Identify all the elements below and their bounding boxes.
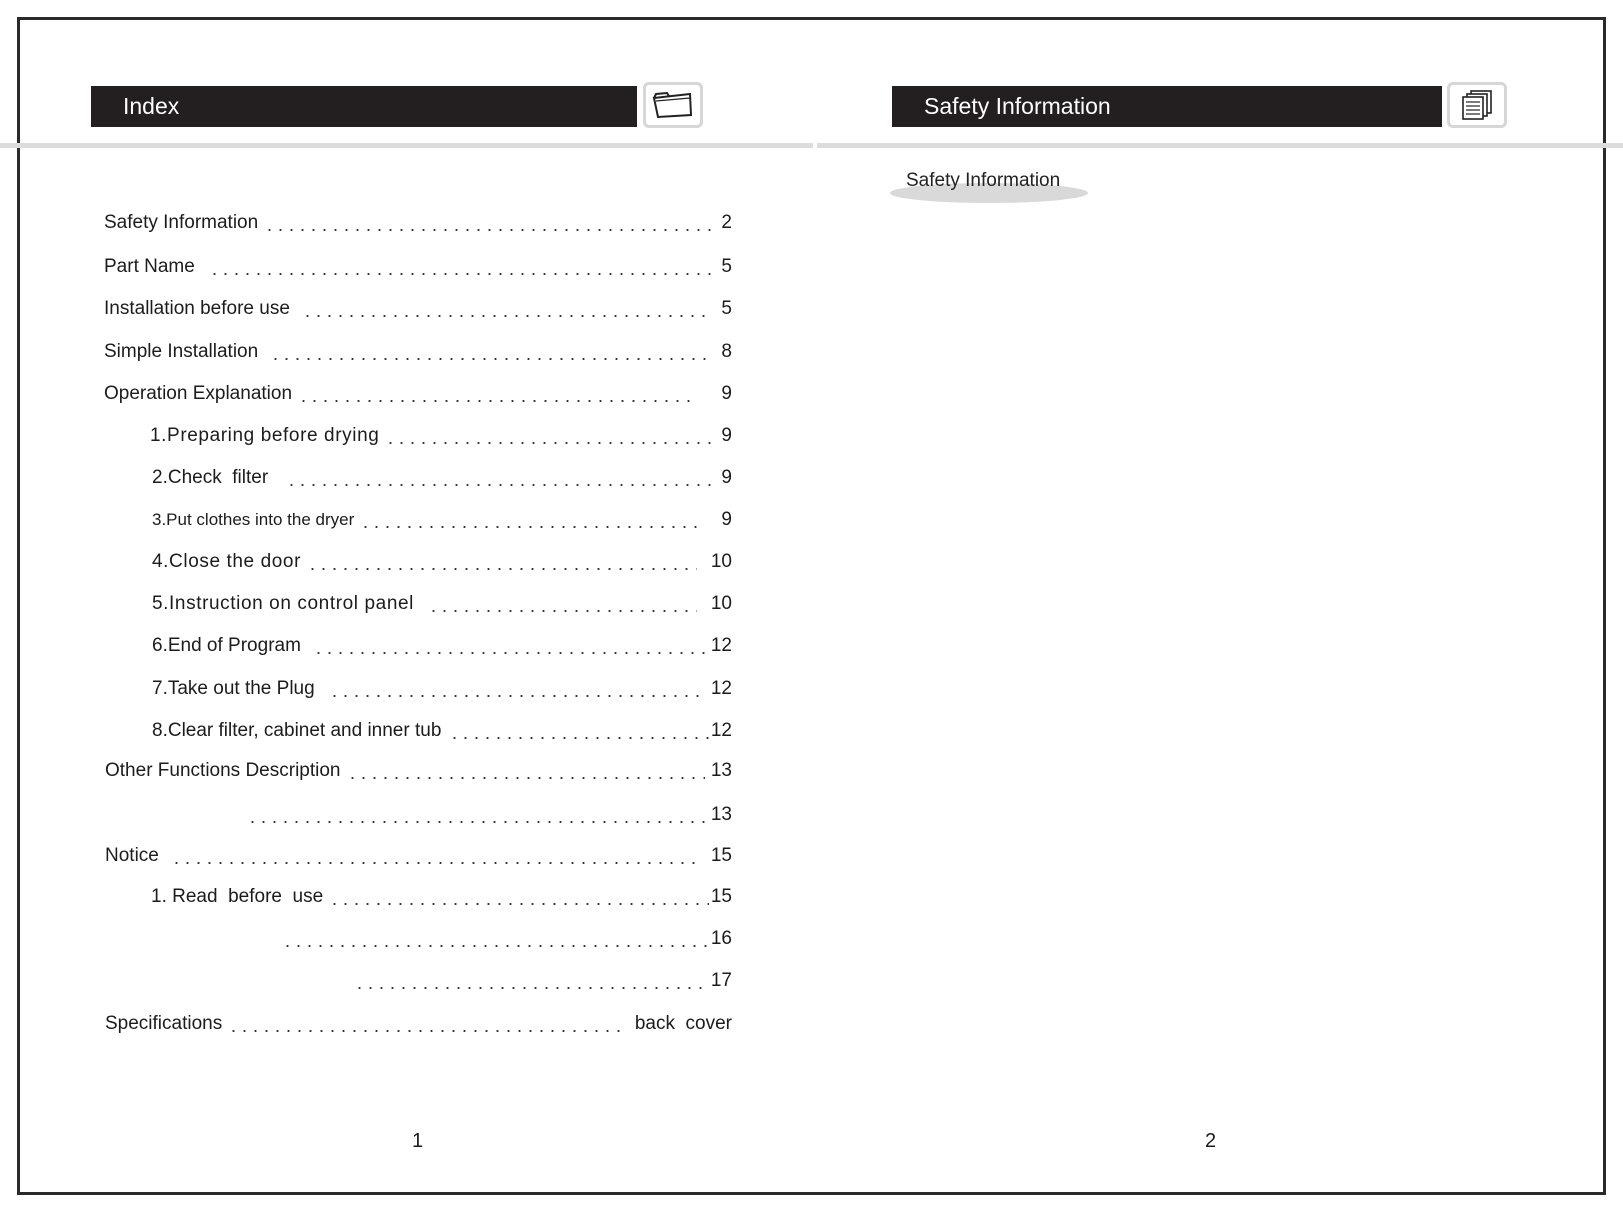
toc-label: Safety Information bbox=[104, 212, 259, 233]
toc-item[interactable] bbox=[152, 718, 732, 744]
toc-page: 15 bbox=[710, 845, 732, 866]
dot-leader bbox=[360, 526, 698, 528]
dot-leader bbox=[228, 1030, 623, 1032]
toc-item[interactable] bbox=[354, 968, 732, 994]
left-header-title: Index bbox=[123, 93, 180, 119]
toc-page: 9 bbox=[721, 467, 732, 488]
toc-item[interactable] bbox=[105, 1011, 732, 1037]
dot-leader bbox=[209, 273, 712, 275]
toc-item[interactable] bbox=[247, 802, 732, 828]
dot-leader bbox=[282, 945, 709, 947]
toc-page: 9 bbox=[721, 425, 732, 446]
toc-page: 12 bbox=[710, 678, 732, 699]
dot-leader bbox=[171, 862, 697, 864]
toc-page: 2 bbox=[721, 212, 732, 233]
toc-item[interactable] bbox=[152, 676, 732, 702]
dot-leader bbox=[428, 610, 697, 612]
toc-label: Operation Explanation bbox=[104, 383, 293, 404]
toc-item[interactable] bbox=[282, 926, 732, 952]
toc-label: Installation before use bbox=[104, 298, 290, 319]
toc-item[interactable] bbox=[150, 423, 732, 449]
dot-leader bbox=[247, 821, 709, 823]
dot-leader bbox=[270, 358, 712, 360]
toc-page: 12 bbox=[710, 635, 732, 656]
toc-page: 9 bbox=[721, 383, 732, 404]
toc-label: Simple Installation bbox=[104, 341, 259, 362]
toc-page: 5 bbox=[721, 298, 732, 319]
dot-leader bbox=[286, 484, 712, 486]
toc-label: 1.Preparing before drying bbox=[150, 425, 380, 446]
toc-label: 6.End of Program bbox=[152, 635, 301, 656]
toc-page: 10 bbox=[710, 551, 732, 572]
left-divider bbox=[0, 143, 813, 148]
toc-page: 8 bbox=[721, 341, 732, 362]
dot-leader bbox=[307, 568, 697, 570]
toc-label: Other Functions Description bbox=[105, 760, 341, 781]
right-header-bar bbox=[892, 86, 1442, 127]
toc-item[interactable] bbox=[152, 507, 732, 533]
dot-leader bbox=[329, 695, 705, 697]
toc-item[interactable] bbox=[151, 884, 732, 910]
toc-label: 1. Read before use bbox=[151, 886, 324, 907]
toc-page: 13 bbox=[710, 760, 732, 781]
left-page-number: 1 bbox=[412, 1130, 424, 1152]
toc-page: 10 bbox=[710, 593, 732, 614]
folder-icon-box bbox=[643, 82, 703, 128]
toc-page: 5 bbox=[721, 256, 732, 277]
dot-leader bbox=[347, 777, 705, 779]
dot-leader bbox=[354, 987, 709, 989]
toc-page: 16 bbox=[710, 928, 732, 949]
dot-leader bbox=[385, 442, 712, 444]
toc-item[interactable] bbox=[104, 339, 732, 365]
toc-item[interactable] bbox=[105, 758, 732, 784]
dot-leader bbox=[449, 737, 708, 739]
toc-label: 8.Clear filter, cabinet and inner tub bbox=[152, 720, 442, 741]
toc-label: 4.Close the door bbox=[152, 551, 302, 572]
toc-label: 2.Check filter bbox=[152, 467, 269, 488]
toc-item[interactable] bbox=[104, 254, 732, 280]
toc-item[interactable] bbox=[105, 843, 732, 869]
toc-item[interactable] bbox=[152, 591, 732, 617]
folder-icon bbox=[650, 89, 696, 121]
toc-label: 3.Put clothes into the dryer bbox=[152, 510, 355, 529]
toc-page: 9 bbox=[721, 509, 732, 530]
toc-label: Specifications bbox=[105, 1013, 223, 1034]
toc-item[interactable] bbox=[152, 633, 732, 659]
dot-leader bbox=[264, 229, 712, 231]
toc-label: 7.Take out the Plug bbox=[152, 678, 315, 699]
right-page-number: 2 bbox=[1205, 1130, 1217, 1152]
documents-icon-box bbox=[1447, 82, 1507, 128]
right-divider bbox=[817, 143, 1623, 148]
toc-item[interactable] bbox=[152, 465, 732, 491]
section-label bbox=[890, 168, 1088, 204]
toc-item[interactable] bbox=[104, 210, 732, 236]
toc-page: 12 bbox=[710, 720, 732, 741]
toc-page: 17 bbox=[710, 970, 732, 991]
toc-label: Part Name bbox=[104, 256, 195, 277]
section-label-text: Safety Information bbox=[906, 170, 1061, 191]
dot-leader bbox=[329, 903, 709, 905]
toc-label: 5.Instruction on control panel bbox=[152, 593, 414, 614]
toc-item[interactable] bbox=[104, 296, 732, 322]
toc-item[interactable] bbox=[104, 381, 732, 407]
toc-item[interactable] bbox=[152, 549, 732, 575]
documents-icon bbox=[1459, 88, 1495, 122]
dot-leader bbox=[298, 400, 698, 402]
right-header-title: Safety Information bbox=[924, 93, 1111, 119]
left-header-bar bbox=[91, 86, 637, 127]
toc-page: back cover bbox=[634, 1013, 732, 1034]
toc-page: 15 bbox=[710, 886, 732, 907]
dot-leader bbox=[313, 652, 709, 654]
toc-label: Notice bbox=[105, 845, 159, 866]
dot-leader bbox=[302, 315, 712, 317]
toc-page: 13 bbox=[710, 804, 732, 825]
